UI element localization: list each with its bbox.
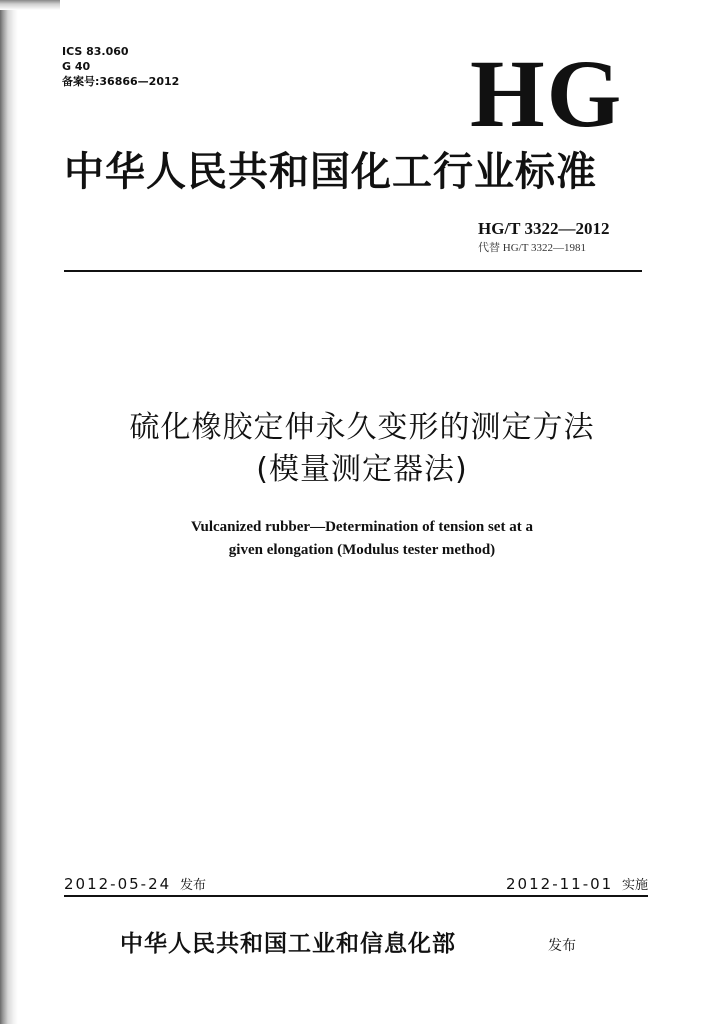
dates-row — [64, 874, 648, 894]
standard-number-block — [478, 218, 609, 256]
publisher-suffix: 发布 — [548, 938, 576, 954]
scan-corner-shadow — [0, 0, 60, 10]
publisher-name: 中华人民共和国工业和信息化部 — [120, 930, 456, 957]
ics-code: ICS 83.060 — [62, 45, 129, 58]
record-number: 备案号:36866—2012 — [62, 75, 180, 88]
issue-date-block — [64, 874, 206, 893]
issue-date: 2012-05-24 — [64, 875, 172, 893]
english-title — [120, 516, 604, 562]
standard-category-title: 中华人民共和国化工行业标准 — [64, 148, 597, 195]
classification-block — [62, 44, 179, 89]
chinese-title: 硫化橡胶定伸永久变形的测定方法 — [129, 410, 595, 445]
english-title-line-2: given elongation (Modulus tester method) — [228, 542, 496, 558]
footer-divider — [64, 895, 648, 897]
implement-date-block — [506, 874, 648, 893]
hg-logo: HG — [470, 40, 624, 147]
standard-code: HG/T 3322—2012 — [478, 219, 610, 238]
header-divider — [64, 270, 642, 272]
scan-edge-shadow — [0, 0, 18, 1024]
implement-date: 2012-11-01 — [506, 875, 614, 893]
implement-label: 实施 — [621, 878, 648, 893]
replaces-standard: 代替 HG/T 3322—1981 — [478, 242, 586, 254]
chinese-subtitle: (模量测定器法) — [256, 452, 468, 487]
classification-code: G 40 — [62, 60, 91, 73]
english-title-line-1: Vulcanized rubber—Determination of tension set at a — [191, 519, 533, 535]
issue-label: 发布 — [179, 878, 206, 893]
